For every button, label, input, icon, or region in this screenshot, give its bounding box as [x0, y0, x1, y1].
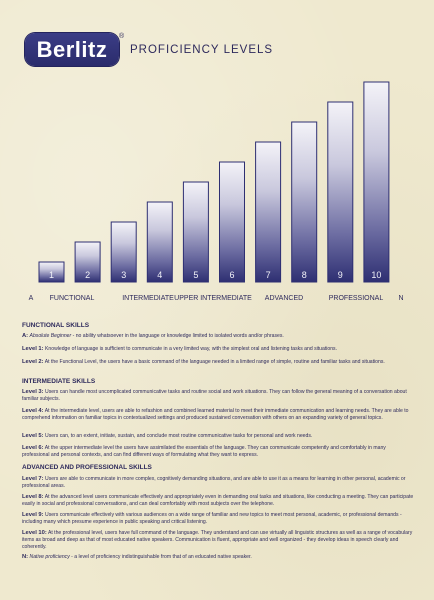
bar-number-3: 3 — [121, 270, 127, 280]
axis-label-advanced: ADVANCED — [264, 295, 304, 302]
level-a-description — [22, 333, 414, 340]
level-4-label: Level 4: — [22, 408, 44, 414]
axis-label-a: A — [28, 295, 34, 302]
level-9-text: Users communicate effectively with various audiences on a wide range of familiar and new topics to meet most personal, academic, or professional demands - including many which presume experience in public speaking and critical listening. — [22, 512, 402, 525]
bar-level-7 — [256, 142, 281, 282]
axis-label-functional: FUNCTIONAL — [49, 295, 95, 302]
level-7-label: Level 7: — [22, 476, 44, 482]
chart-level-labels — [29, 295, 404, 302]
bar-level-8 — [292, 122, 317, 282]
level-2-text: At the Functional Level, the users have a basic command of the language needed in a limited range of simple, routine and familiar tasks and situations. — [43, 359, 385, 365]
level-10-label: Level 10: — [22, 530, 47, 536]
level-9-label: Level 9: — [22, 512, 44, 518]
axis-label-intermediate: INTERMEDIATE — [122, 295, 174, 302]
logo-text: Berlitz — [36, 37, 108, 62]
axis-label-professional: PROFESSIONAL — [328, 295, 384, 302]
bar-level-5 — [183, 182, 208, 282]
bar-number-2: 2 — [85, 270, 91, 280]
level-10-description — [22, 530, 414, 551]
advanced-professional-skills-heading: ADVANCED AND PROFESSIONAL SKILLS — [22, 464, 152, 471]
bar-number-1: 1 — [48, 270, 55, 280]
level-8-description — [22, 494, 414, 508]
level-3-label: Level 3: — [22, 389, 44, 395]
bar-number-5: 5 — [193, 270, 199, 280]
bar-number-7: 7 — [265, 270, 271, 280]
bar-number-6: 6 — [229, 270, 235, 280]
level-8-text: At the advanced level users communicate effectively and appropriately even in demanding oral tasks and situations, like conducting a meeting. They can participate easily in social and professional conversations, and can deal comfortably with most subjects over the telephone. — [22, 494, 414, 507]
bar-number-10: 10 — [371, 270, 382, 280]
level-3-text: Users can handle most uncomplicated communicative tasks and routine social and work situations. They can follow the general meaning of a conversation about familiar subjects. — [22, 389, 407, 402]
level-5-label: Level 5: — [22, 433, 44, 439]
level-n-label: N: — [22, 554, 29, 560]
chart-bars — [39, 82, 389, 282]
level-n-lead: Native proficiency — [29, 554, 70, 560]
level-3-description — [22, 389, 414, 403]
level-1-label: Level 1: — [22, 346, 44, 352]
level-a-label: A: — [22, 333, 29, 339]
level-4-description — [22, 408, 414, 422]
axis-label-n: N — [398, 295, 404, 302]
page-title: PROFICIENCY LEVELS — [130, 44, 274, 56]
level-2-label: Level 2: — [22, 359, 44, 365]
bar-level-10 — [364, 82, 389, 282]
level-2-description — [22, 359, 414, 366]
registered-mark: ® — [119, 33, 125, 40]
bar-number-4: 4 — [157, 270, 163, 280]
level-n-description — [22, 554, 414, 561]
bar-number-8: 8 — [301, 270, 307, 280]
axis-label-upper-intermediate: UPPER INTERMEDIATE — [174, 295, 252, 302]
level-8-label: Level 8: — [22, 494, 44, 500]
level-4-text: At the intermediate level, users are able to refashion and combined learned material to meet their immediate communication and learning needs. They are able to comprehend information on familiar topics in contextualized settings and produced sustained conversation with others on an expanding variety of general topics. — [22, 408, 409, 421]
intermediate-skills-heading: INTERMEDIATE SKILLS — [22, 378, 96, 385]
level-7-description — [22, 476, 414, 490]
level-5-description — [22, 433, 414, 440]
level-10-text: At the professional level, users have full command of the language. They understand and can use virtually all linguistic structures as well as a range of vocabulary items as broad and deep as that of most educated native speakers. Communication is fluent, appropriate and well organized - they develop ideas in speech clearly and coherently. — [22, 530, 413, 550]
bar-level-9 — [328, 102, 353, 282]
bar-number-9: 9 — [337, 270, 343, 280]
level-1-description — [22, 346, 414, 353]
level-6-text: At the upper intermediate level the users have assimilated the essentials of the language. They can communicate competently and comfortably in many professional and personal contexts, and can find different ways of formulating what they want to express. — [22, 445, 386, 458]
level-n-text: - a level of proficiency indistinguishable from that of an educated native speaker. — [69, 554, 252, 560]
level-6-label: Level 6: — [22, 445, 44, 451]
functional-skills-heading: FUNCTIONAL SKILLS — [22, 322, 90, 329]
level-6-description — [22, 445, 414, 459]
level-5-text: Users can, to an extent, initiate, sustain, and conclude most routine communicative tasks for personal and work needs. — [43, 433, 313, 439]
level-9-description — [22, 512, 414, 526]
level-1-text: Knowledge of language is sufficient to communicate in a very limited way, with the simplest oral and listening tasks and situations. — [43, 346, 338, 352]
level-a-lead: Absolute Beginner — [29, 333, 72, 339]
level-7-text: Users are able to communicate in more complex, cognitively demanding situations, and are able to use it as a means for learning in other personal, academic or professional areas. — [22, 476, 406, 489]
bar-level-6 — [220, 162, 245, 282]
level-a-text: - no ability whatsoever in the language or knowledge limited to isolated words and/or phrases. — [71, 333, 284, 339]
